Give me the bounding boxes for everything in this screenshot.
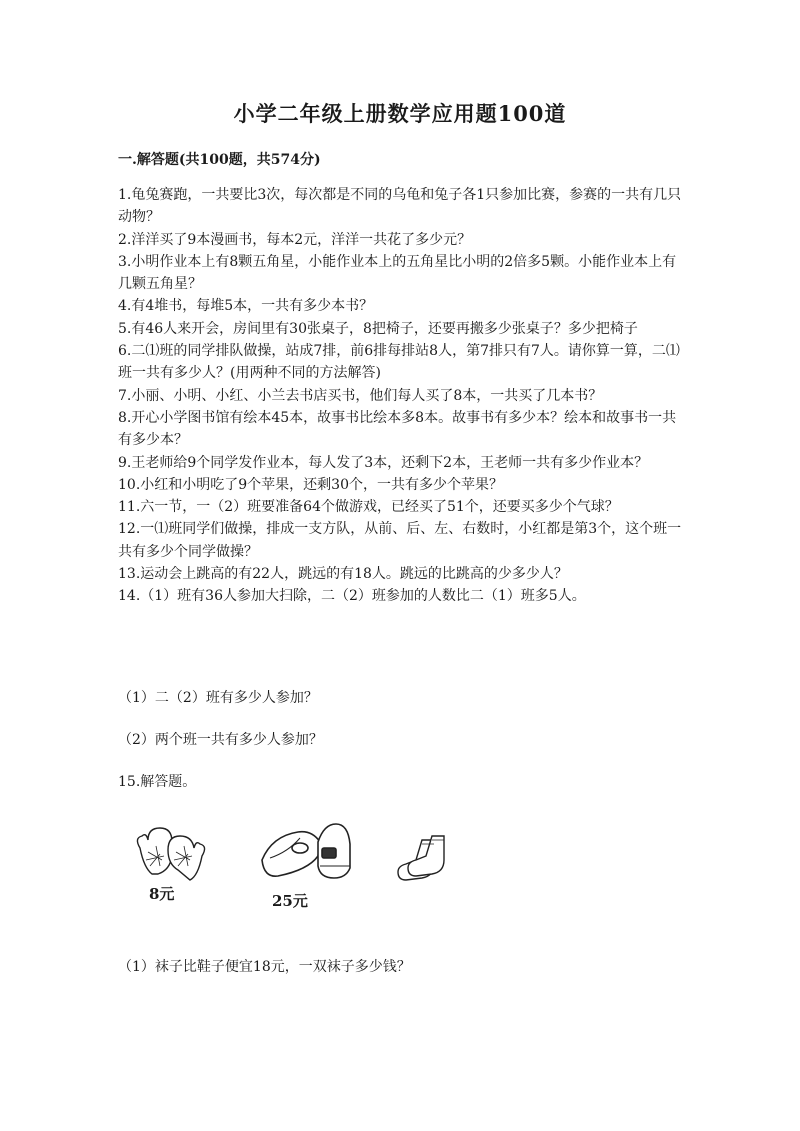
question-14-sub-1: （1）二（2）班有多少人参加？ (118, 690, 318, 706)
question-12: 12.一⑴班同学们做操，排成一支方队，从前、后、左、右数时，小红都是第3个，这个班一共有多少个同学做操？ (118, 521, 682, 560)
question-14: 14.（1）班有36人参加大扫除，二（2）班参加的人数比二（1）班多5人。 (118, 588, 586, 605)
question-1: 1.龟兔赛跑，一共要比3次，每次都是不同的乌龟和兔子各1只参加比赛，参赛的一共有几只动物？ (118, 187, 682, 226)
question-15-sub-1: （1）袜子比鞋子便宜18元，一双袜子多少钱？ (118, 959, 411, 975)
question-7: 7.小丽、小明、小红、小兰去书店买书，他们每人买了8本，一共买了几本书？ (118, 387, 603, 404)
question-list (118, 184, 688, 608)
socks-icon (398, 836, 444, 880)
shoes-icon (262, 824, 350, 878)
question-15: 15.解答题。 (118, 774, 197, 790)
question-6: 6.二⑴班的同学排队做操，站成7排，前6排每排站8人，第7排只有7人。请你算一算，二⑴班一共有多少人？(用两种不同的方法解答) (118, 343, 680, 382)
question-5: 5.有46人来开会，房间里有30张桌子，8把椅子，还要再搬多少张桌子？多少把椅子 (118, 320, 638, 337)
question-10: 10.小红和小明吃了9个苹果，还剩30个，一共有多少个苹果？ (118, 476, 503, 493)
page-title: 小学二年级上册数学应用题100道 (233, 101, 567, 126)
price-shoes-label: 25元 (272, 892, 308, 910)
question-9: 9.王老师给9个同学发作业本，每人发了3本，还剩下2本，王老师一共有多少作业本？ (118, 454, 649, 471)
question-14-sub-2: （2）两个班一共有多少人参加？ (118, 732, 323, 748)
question-11: 11.六一节，一（2）班要准备64个做游戏，已经买了51个，还要买多少个气球？ (118, 499, 619, 516)
question-2: 2.洋洋买了9本漫画书，每本2元，洋洋一共花了多少元？ (118, 231, 472, 248)
question-8: 8.开心小学图书馆有绘本45本，故事书比绘本多8本。故事书有多少本？绘本和故事书一共有多少本？ (118, 409, 677, 449)
question-3: 3.小明作业本上有8颗五角星，小能作业本上的五角星比小明的2倍多5颗。小能作业本上有几颗五角星？ (118, 253, 677, 293)
question-13: 13.运动会上跳高的有22人，跳远的有18人。跳远的比跳高的少多少人？ (118, 566, 568, 583)
section-heading: 一.解答题(共100题，共574分) (118, 152, 321, 168)
gloves-icon (137, 828, 204, 880)
price-gloves-label: 8元 (149, 885, 175, 903)
question-4: 4.有4堆书，每堆5本，一共有多少本书？ (118, 298, 374, 315)
